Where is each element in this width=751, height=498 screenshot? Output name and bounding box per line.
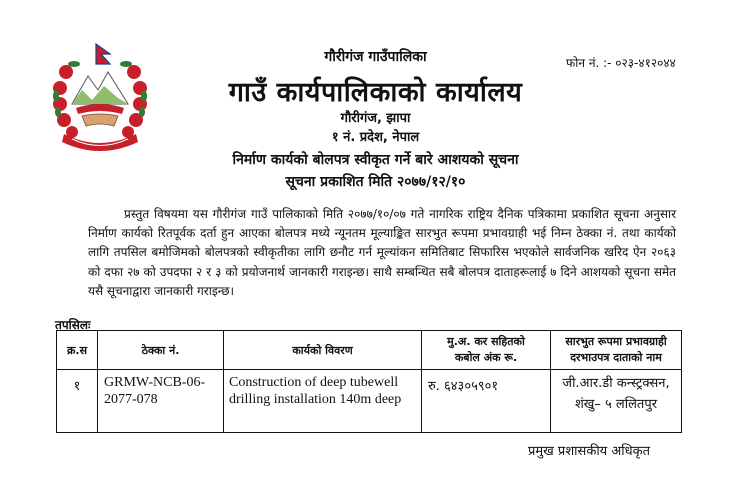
cell-description: Construction of deep tubewell drilling installation 140m deep <box>224 370 422 433</box>
notice-published-date: सूचना प्रकाशित मिति २०७७/१२/१० <box>285 174 466 190</box>
table-row <box>57 370 682 433</box>
address-line-2: १ नं. प्रदेश, नेपाल <box>331 130 420 145</box>
table-header-row <box>57 331 682 370</box>
cell-amount: रु. ६४३०५९०१ <box>422 370 551 433</box>
cell-sn: १ <box>57 370 98 433</box>
cell-contract-no: GRMW-NCB-06-2077-078 <box>98 370 224 433</box>
notice-body-paragraph: प्रस्तुत विषयमा यस गौरीगंज गाउँ पालिकाको मिति २०७७/१०/०७ गते नागरिक राष्ट्रिय दैनिक पत्रिकामा प्रकाशित सूचना अनुसार निर्माण कार्यको रितपूर्वक दर्ता हुन आएका बोलपत्र मध्ये न्यूनतम मूल्याङ्कित सारभुत रूपमा प्रभावग्राही भई निम्न ठेक्का नं. तथा कार्यको लागि तपसिल बमोजिमको बोलपत्रको स्वीकृतीका लागि छनौट गर्न मूल्यांकन समितिबाट सिफारिस भएकोले सार्वजनिक खरिद ऐन २०६३ को दफा २७ को उपदफा २ र ३ को प्रयोजनार्थ जानकारी गराइन्छ। साथै सम्बन्धित सबै बोलपत्र दाताहरूलाई ७ दिने आशयको सूचना समेत यसै सूचनाद्वारा जानकारी गराइन्छ। <box>88 207 676 298</box>
cell-bidder <box>551 370 682 433</box>
phone-number: फोन नं. :- ०२३-४१२०४४ <box>566 56 676 70</box>
table-caption: तपसिलः <box>55 318 91 332</box>
header-contract-no: ठेक्का नं. <box>98 331 224 370</box>
bidder-address: शंखु– ५ ललितपुर <box>574 397 658 412</box>
header-sn: क्र.स <box>57 331 98 370</box>
header-description: कार्यको विवरण <box>224 331 422 370</box>
municipality-name: गौरीगंज गाउँपालिका <box>324 49 427 65</box>
bidder-name: जी.आर.डी कन्स्ट्रक्सन, <box>562 376 670 391</box>
header-bidder: सारभुत रूपमा प्रभावग्राही दरभाउपत्र दाताको नाम <box>551 331 682 370</box>
award-table <box>56 330 682 433</box>
address-line-1: गौरीगंज, झापा <box>340 111 411 126</box>
signatory-title: प्रमुख प्रशासकीय अधिकृत <box>528 444 651 459</box>
header-amount: मु.अ. कर सहितको कबोल अंक रू. <box>422 331 551 370</box>
notice-title: निर्माण कार्यको बोलपत्र स्वीकृत गर्ने बारे आशयको सूचना <box>232 152 519 168</box>
office-title: गाउँ कार्यपालिकाको कार्यालय <box>228 77 523 108</box>
